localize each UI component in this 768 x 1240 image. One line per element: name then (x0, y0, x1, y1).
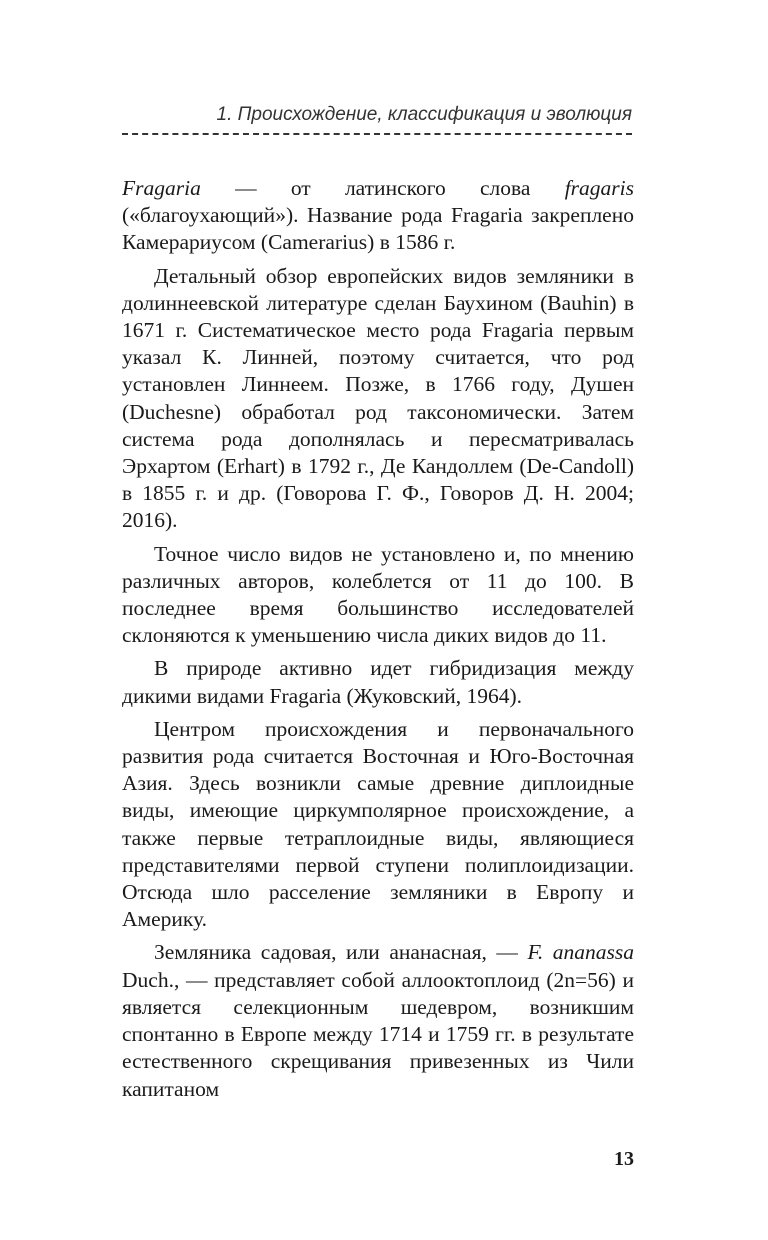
paragraph-6: Земляника садовая, или ананасная, — F. ananassa Duch., — представляет собой аллооктоплоид (2n=56) и является селекционным шедевром, возникшим спонтанно в Европе между 1714 и 1759 гг. в результате естественного скрещивания привезенных из Чили капитаном (122, 940, 634, 1101)
page-number: 13 (614, 1148, 634, 1170)
term-fragaris: fragaris (564, 176, 634, 200)
paragraph-3: Точное число видов не установлено и, по мнению различных авторов, колеблется от 11 до 100. В последнее время большинство исследователей склоняются к уменьшению числа диких видов до 11. (122, 541, 634, 648)
term-fragaria: Fragaria (122, 176, 201, 200)
running-head: 1. Происхождение, классификация и эволюция (216, 104, 632, 125)
term-f-ananassa: F. ananassa (527, 940, 634, 965)
paragraph-1: Fragaria — от латинского слова fragaris («благоухающий»). Название рода Fragaria закреплено Камерариусом (Camerarius) в 1586 г. (122, 176, 634, 255)
paragraph-4: В природе активно идет гибридизация между дикими видами Fragaria (Жуковский, 1964). (122, 656, 634, 708)
paragraph-5: Центром происхождения и первоначального развития рода считается Восточная и Юго-Восточная Азия. Здесь возникли самые древние диплоидные виды, имеющие циркумполярное происхождение, а также первые тетраплоидные виды, являющиеся представителями первой ступени полиплоидизации. Отсюда шло расселение земляники в Европу и Америку. (122, 716, 634, 932)
paragraph-2: Детальный обзор европейских видов земляники в долиннеевской литературе сделан Баухином (Bauhin) в 1671 г. Систематическое место рода Fragaria первым указал К. Линней, поэтому считается, что род установлен Линнеем. Позже, в 1766 году, Душен (Duchesne) обработал род таксономически. Затем система рода дополнялась и пересматривалась Эрхартом (Erhart) в 1792 г., Де Кандоллем (De-Candoll) в 1855 г. и др. (Говорова Г. Ф., Говоров Д. Н. 2004; 2016). (122, 263, 634, 533)
header-dashed-rule (122, 133, 632, 135)
body-text (122, 175, 634, 1109)
